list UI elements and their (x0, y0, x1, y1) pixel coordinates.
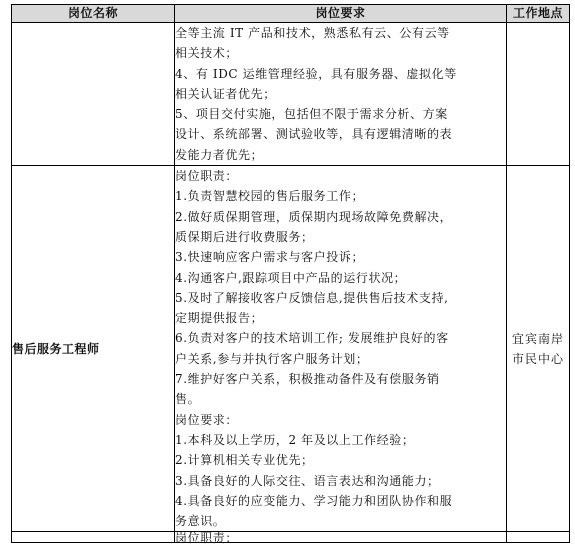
location-cell (507, 23, 570, 166)
location-cell (507, 532, 570, 543)
requirement-line: 售。 (175, 392, 201, 407)
requirement-line: 岗位要求： (175, 412, 239, 427)
requirement-line: 4.沟通客户,跟踪项目中产品的运行状况； (175, 270, 407, 285)
requirement-line: 2.做好质保期管理，质保期内现场故障免费解决， (175, 209, 453, 224)
requirement-line: 定期提供报告； (175, 311, 264, 326)
table-row (12, 166, 570, 532)
requirement-line: 设计、系统部署、测试验收等，具有逻辑清晰的表 (175, 127, 453, 142)
requirement-line: 7.维护好客户关系，积极推动备件及有偿服务销 (175, 372, 440, 387)
position-name-cell (12, 532, 175, 543)
header-position-name: 岗位名称 (12, 5, 175, 23)
header-location: 工作地点 (507, 5, 570, 23)
requirement-line: 岗位职责： (175, 169, 239, 184)
requirement-line: 务意识。 (175, 514, 226, 529)
requirement-line: 4、有 IDC 运维管理经验，具有服务器、虚拟化等 (175, 66, 457, 81)
requirement-line: 1.本科及以上学历，2 年及以上工作经验； (175, 432, 415, 447)
requirements-cell (175, 23, 507, 166)
requirement-line: 相关技术； (175, 46, 239, 61)
requirement-line: 2.计算机相关专业优先； (175, 453, 314, 468)
position-name-cell (12, 23, 175, 166)
table-header-row (12, 5, 570, 23)
requirement-line: 3.具备良好的人际交往、语言表达和沟通能力； (175, 473, 440, 488)
location-cell (507, 166, 570, 532)
requirement-line: 3.快速响应客户需求与客户投诉； (175, 250, 365, 265)
requirement-line: 质保期后进行收费服务； (175, 229, 314, 244)
location-line: 市民中心 (511, 351, 564, 366)
requirements-cell (175, 532, 507, 543)
requirement-line: 5、项目交付实施，包括但不限于需求分析、方案 (175, 107, 448, 122)
requirement-line: 全等主流 IT 产品和技术，熟悉私有云、公有云等 (175, 26, 450, 40)
location-line: 宜宾南岸 (511, 331, 564, 346)
requirement-line: 6.负责对客户的技术培训工作; 发展维护良好的客 (175, 331, 449, 346)
requirement-line: 相关认证者优先； (175, 86, 276, 101)
job-table (11, 4, 570, 543)
table-row (12, 23, 570, 166)
requirement-line: 1.负责智慧校园的售后服务工作； (175, 189, 365, 204)
requirement-line: 5.及时了解接收客户反馈信息,提供售后技术支持, (175, 290, 449, 305)
requirement-line: 岗位职责： (175, 531, 239, 545)
position-name-cell: 售后服务工程师 (12, 166, 175, 532)
requirements-cell (175, 166, 507, 532)
requirement-line: 4.具备良好的应变能力、学习能力和团队协作和服 (175, 493, 453, 508)
requirement-line: 发能力者优先； (175, 147, 264, 162)
requirement-line: 户关系,参与并执行客户服务计划； (175, 351, 369, 366)
header-requirements: 岗位要求 (175, 5, 507, 23)
table-row (12, 532, 570, 543)
